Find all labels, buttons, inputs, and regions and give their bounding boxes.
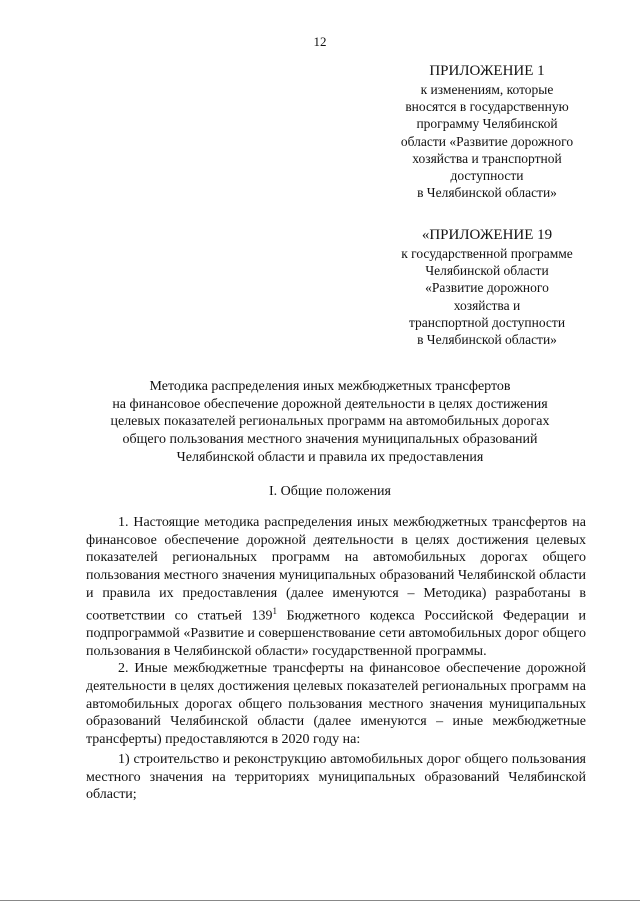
appendix-1-line: программу Челябинской xyxy=(416,116,558,132)
page-bottom-rule xyxy=(0,900,640,901)
section-heading: I. Общие положения xyxy=(269,484,391,499)
appendix-19-line: хозяйства и xyxy=(453,297,521,313)
title-line: целевых показателей региональных программ на автомобильных дорогах xyxy=(110,414,550,430)
document-body xyxy=(86,514,586,804)
appendix-1-heading: ПРИЛОЖЕНИЕ 1 xyxy=(429,63,545,79)
title-line: общего пользования местного значения муниципальных образований xyxy=(122,432,538,448)
appendix-19-line: в Челябинской области» xyxy=(417,332,557,348)
appendix-1-header xyxy=(367,62,607,201)
appendix-1-line: доступности xyxy=(450,168,524,184)
paragraph-3: 1) строительство и реконструкцию автомобильных дорог общего пользования местного значения на территориях муниципальных образований Челябинской области; xyxy=(86,751,586,803)
appendix-1-line: к изменениям, которые xyxy=(420,82,554,97)
title-line: Челябинской области и правила их предоставления xyxy=(176,449,484,465)
appendix-19-line: к государственной программе xyxy=(401,246,573,261)
appendix-19-heading: «ПРИЛОЖЕНИЕ 19 xyxy=(421,227,553,243)
page-number: 12 xyxy=(313,34,327,49)
footnote-superscript: 1 xyxy=(272,605,277,616)
appendix-19-line: транспортной доступности xyxy=(408,314,566,330)
document-title xyxy=(70,378,590,467)
paragraph-1 xyxy=(86,514,586,660)
appendix-19-line: Челябинской области xyxy=(425,263,549,279)
paragraph-1-text: 1. Настоящие методика распределения иных межбюджетных трансфертов на финансовое обеспечение дорожной деятельности в целях достижения целевых показателей региональных программ на автомобильных дорогах общего пользования местного значения муниципальных образований Челябинской области и правила их предоставления (далее именуются – Методика) разработаны в соответствии со статьей 139 xyxy=(86,515,586,624)
appendix-19-line: «Развитие дорожного xyxy=(425,280,549,296)
appendix-1-line: хозяйства и транспортной xyxy=(412,150,562,166)
title-line: Методика распределения иных межбюджетных трансфертов xyxy=(149,379,511,394)
appendix-1-line: вносятся в государственную xyxy=(405,99,569,115)
appendix-1-line: области «Развитие дорожного xyxy=(400,133,574,149)
appendix-19-header xyxy=(367,226,607,348)
paragraph-2: 2. Иные межбюджетные трансферты на финансовое обеспечение дорожной деятельности в целях достижения целевых показателей региональных программ на автомобильных дорогах общего пользования местного значения муниципальных образований Челябинской области (далее именуются – иные межбюджетные трансферты) предоставляются в 2020 году на: xyxy=(86,661,586,748)
title-line: на финансовое обеспечение дорожной деятельности в целях достижения xyxy=(112,396,548,412)
paragraph-1-text-cont: Бюджетного кодекса Российской Федерации и подпрограммой «Развитие и совершенствование сети автомобильных дорог общего пользования в Челябинской области» государственной программы. xyxy=(86,608,586,659)
appendix-1-line: в Челябинской области» xyxy=(417,185,557,201)
